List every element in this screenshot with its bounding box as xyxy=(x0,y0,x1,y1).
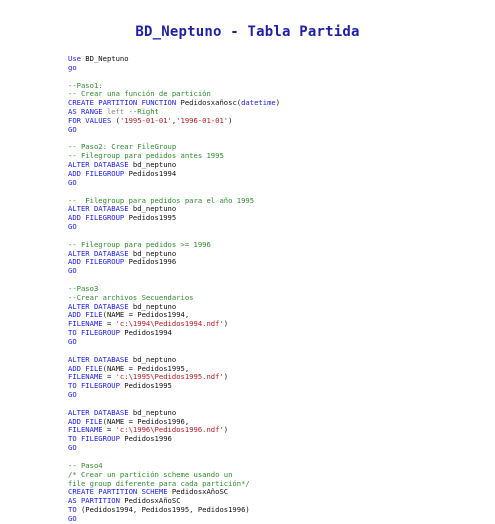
code-token-keyword: ADD FILE xyxy=(68,416,103,426)
code-token-keyword: CREATE PARTITION FUNCTION xyxy=(68,98,177,108)
code-token-comment: --Paso3 xyxy=(68,283,99,293)
code-token-plain: Pedidos1994 xyxy=(124,168,177,178)
code-token-plain: bd_neptuno xyxy=(128,248,177,258)
code-token-keyword: GO xyxy=(68,513,77,523)
code-line xyxy=(68,64,478,73)
code-token-keyword: ADD FILEGROUP xyxy=(68,257,125,267)
code-token-comment: -- Paso2: Crear FileGroup xyxy=(68,142,177,152)
code-token-keyword: FILENAME xyxy=(68,372,103,382)
code-token-comment: --Crear archivos Secuendarios xyxy=(68,292,194,302)
code-token-keyword: go xyxy=(68,62,77,72)
code-line xyxy=(68,126,478,135)
code-token-keyword: ALTER DATABASE xyxy=(68,204,129,214)
code-token-plain: = xyxy=(102,425,116,435)
code-token-plain: Pedidos1996 xyxy=(119,434,172,444)
code-token-plain: PedidosxAñoSC xyxy=(119,496,181,506)
code-token-comment: file group diferente para cada partición*/ xyxy=(68,478,250,488)
code-token-string: '1996-01-01' xyxy=(176,115,229,125)
code-token-keyword: ALTER DATABASE xyxy=(68,248,129,258)
code-line xyxy=(68,444,478,453)
code-token-keyword: TO FILEGROUP xyxy=(68,328,120,338)
code-line xyxy=(68,258,478,267)
code-token-keyword: FILENAME xyxy=(68,319,103,329)
code-token-string: 'c:\1995\Pedidos1995.ndf' xyxy=(115,372,224,382)
code-token-keyword: Use xyxy=(68,54,81,63)
code-token-plain: Pedidos1995 xyxy=(119,381,172,391)
code-token-plain: (Pedidos1994, Pedidos1995, Pedidos1996) xyxy=(76,505,250,515)
code-token-comment: --Right xyxy=(124,107,159,117)
code-token-keyword: CREATE PARTITION SCHEME xyxy=(68,487,168,497)
code-line xyxy=(68,515,478,524)
code-token-keyword: AS PARTITION xyxy=(68,496,120,506)
code-line xyxy=(68,267,478,276)
code-token-plain: bd_neptuno xyxy=(128,204,177,214)
code-token-keyword: ADD FILE xyxy=(68,363,103,373)
page-title: BD_Neptuno - Tabla Partida xyxy=(135,24,360,40)
code-line xyxy=(68,506,478,515)
code-token-keyword: FOR VALUES xyxy=(68,115,112,125)
code-token-plain: (NAME = Pedidos1995, xyxy=(102,363,190,373)
code-token-plain: ) xyxy=(223,319,229,329)
code-line xyxy=(68,179,478,188)
code-token-keyword: FILENAME xyxy=(68,425,103,435)
code-token-keyword: datetime xyxy=(241,98,276,108)
code-token-string: 'c:\1994\Pedidos1994.ndf' xyxy=(115,319,224,329)
code-token-plain: bd_neptuno xyxy=(128,407,177,417)
code-token-plain: ) xyxy=(223,372,229,382)
code-token-keyword: GO xyxy=(68,124,77,134)
code-line xyxy=(68,338,478,347)
code-token-plain: ) xyxy=(223,425,229,435)
code-token-keyword: GO xyxy=(68,177,77,187)
code-token-keyword: GO xyxy=(68,443,77,453)
code-token-plain: BD_Neptuno xyxy=(80,54,129,63)
code-token-comment: -- Crear una función de partición xyxy=(68,89,211,99)
code-token-plain: Pedidos1994 xyxy=(119,328,172,338)
code-token-plain: ) xyxy=(228,115,233,125)
code-token-string: 'c:\1996\Pedidos1996.ndf' xyxy=(115,425,224,435)
code-token-keyword: TO FILEGROUP xyxy=(68,381,120,391)
code-token-comment: --Paso1: xyxy=(68,80,103,90)
code-token-keyword: TO FILEGROUP xyxy=(68,434,120,444)
code-token-plain: Pedidosxañosc( xyxy=(176,98,242,108)
code-token-gray: left xyxy=(102,107,125,117)
code-token-plain: ( xyxy=(111,115,120,125)
code-token-plain: Pedidos1995 xyxy=(124,213,177,223)
code-token-plain: bd_neptuno xyxy=(128,354,177,364)
code-token-plain: bd_neptuno xyxy=(128,301,177,311)
code-token-plain: bd_neptuno xyxy=(128,160,177,170)
code-line xyxy=(68,391,478,400)
code-line xyxy=(68,435,478,444)
code-token-keyword: GO xyxy=(68,390,77,400)
code-token-keyword: ALTER DATABASE xyxy=(68,160,129,170)
code-token-keyword: ALTER DATABASE xyxy=(68,407,129,417)
code-token-keyword: GO xyxy=(68,222,77,232)
code-line xyxy=(68,170,478,179)
code-token-plain: ) xyxy=(275,98,281,108)
code-token-plain: = xyxy=(102,319,116,329)
code-token-plain: Pedidos1996 xyxy=(124,257,177,267)
code-token-plain: (NAME = Pedidos1996, xyxy=(102,416,190,426)
blank-line xyxy=(68,276,478,285)
code-token-comment: -- Filegroup para pedidos >= 1996 xyxy=(68,239,211,249)
code-token-keyword: TO xyxy=(68,505,77,515)
code-token-plain: = xyxy=(102,372,116,382)
blank-line xyxy=(68,453,478,462)
blank-line xyxy=(68,73,478,82)
code-line xyxy=(68,55,478,64)
code-token-keyword: ALTER DATABASE xyxy=(68,354,129,364)
code-token-plain: PedidosxAñoSC xyxy=(167,487,229,497)
code-token-keyword: ADD FILEGROUP xyxy=(68,168,125,178)
code-token-keyword: ADD FILE xyxy=(68,310,103,320)
code-token-comment: -- Filegroup para pedidos para el año 1995 xyxy=(68,195,255,205)
code-line xyxy=(68,329,478,338)
code-token-plain: , xyxy=(171,115,177,125)
code-token-string: '1995-01-01' xyxy=(119,115,172,125)
code-token-keyword: ADD FILEGROUP xyxy=(68,213,125,223)
code-token-keyword: AS RANGE xyxy=(68,107,103,117)
code-token-comment: /* Crear un partición scheme usando un xyxy=(68,469,233,479)
code-line xyxy=(68,214,478,223)
code-line xyxy=(68,382,478,391)
code-token-keyword: GO xyxy=(68,266,77,276)
code-line xyxy=(68,117,478,126)
code-line xyxy=(68,223,478,232)
sql-code-block xyxy=(68,55,478,524)
code-token-comment: -- Paso4 xyxy=(68,460,103,470)
code-token-keyword: ALTER DATABASE xyxy=(68,301,129,311)
code-token-comment: -- Filegroup para pedidos antes 1995 xyxy=(68,151,224,161)
code-token-plain: (NAME = Pedidos1994, xyxy=(102,310,190,320)
code-token-keyword: GO xyxy=(68,337,77,346)
